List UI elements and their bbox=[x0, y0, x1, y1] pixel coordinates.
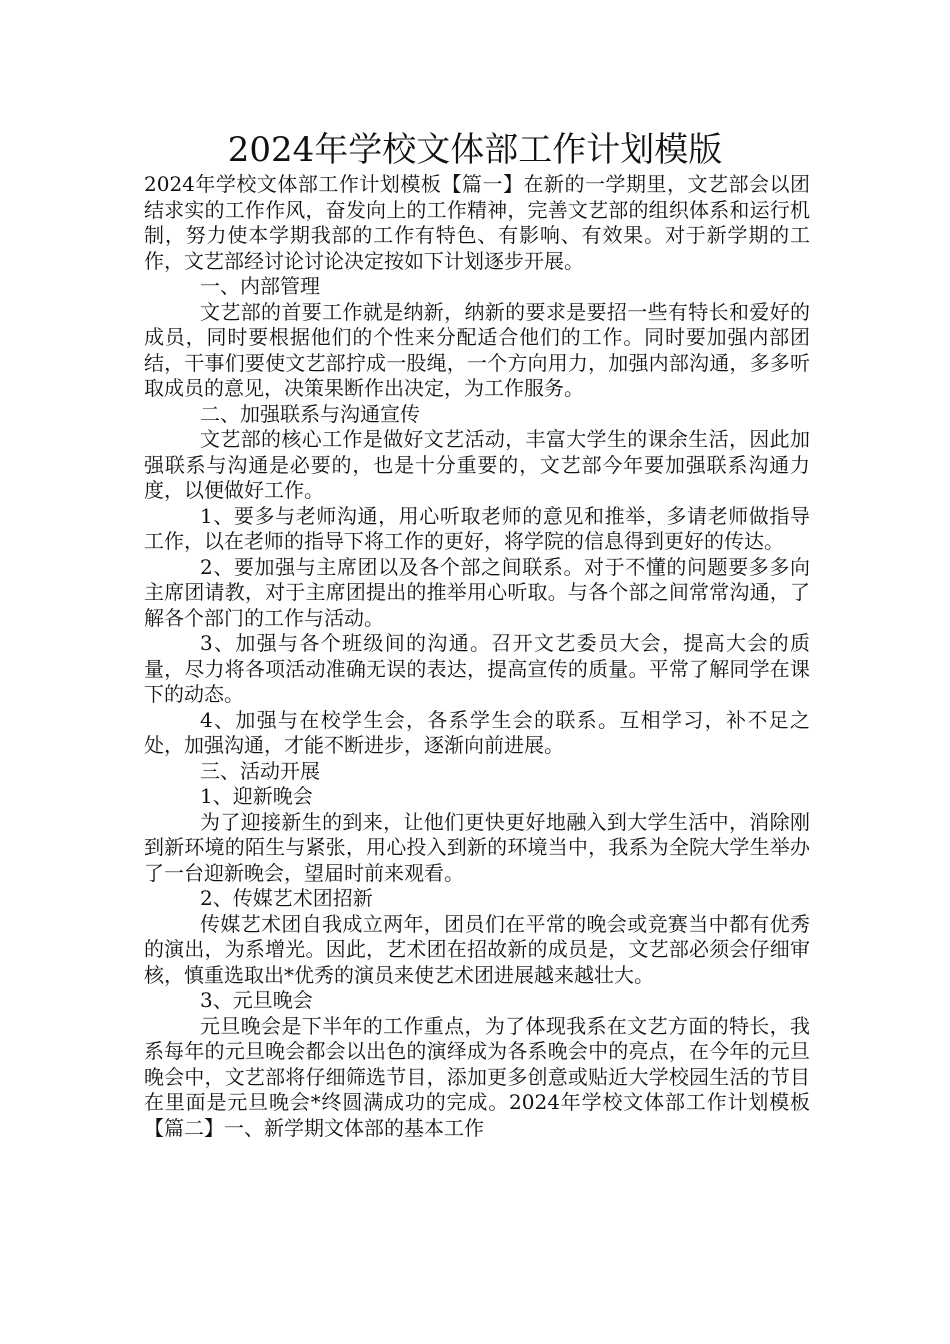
paragraph: 一、内部管理 bbox=[200, 274, 320, 298]
paragraph: 二、加强联系与沟通宣传 bbox=[200, 401, 420, 426]
paragraph: 3、加强与各个班级间的沟通。召开文艺委员大会，提高大会的质量，尽力将各项活动准确无误的表达，提高宣传的质量。平常了解同学在课下的动态。 bbox=[144, 631, 810, 706]
paragraph: 2024年学校文体部工作计划模板【篇一】在新的一学期里，文艺部会以团结求实的工作作风，奋发向上的工作精神，完善文艺部的组织体系和运行机制，努力使本学期我部的工作有特色、有影响、有效果。对于新学期的工作，文艺部经讨论讨论决定按如下计划逐步开展。 bbox=[144, 172, 810, 273]
paragraph: 2、传媒艺术团招新 bbox=[200, 886, 373, 910]
paragraph: 元旦晚会是下半年的工作重点，为了体现我系在文艺方面的特长，我系每年的元旦晚会都会以出色的演绎成为各系晚会中的亮点，在今年的元旦晚会中，文艺部将仔细筛选节目，添加更多创意或贴近大学校园生活的节目在里面是元旦晚会*终圆满成功的完成。2024年学校文体部工作计划模板【篇二】一、新学期文体部的基本工作 bbox=[144, 1013, 810, 1140]
paragraph: 三、活动开展 bbox=[200, 758, 320, 783]
paragraph: 为了迎接新生的到来，让他们更快更好地融入到大学生活中，消除刚到新环境的陌生与紧张，用心投入到新的环境当中，我系为全院大学生举办了一台迎新晚会，望届时前来观看。 bbox=[144, 809, 810, 885]
paragraph: 1、迎新晚会 bbox=[200, 784, 313, 808]
document-title: 2024年学校文体部工作计划模版 bbox=[227, 130, 723, 170]
paragraph: 文艺部的首要工作就是纳新，纳新的要求是要招一些有特长和爱好的成员，同时要根据他们的个性来分配适合他们的工作。同时要加强内部团结，干事们要使文艺部拧成一股绳，一个方向用力，加强内部沟通，多多听取成员的意见，决策果断作出决定，为工作服务。 bbox=[144, 299, 810, 400]
paragraph: 2、要加强与主席团以及各个部之间联系。对于不懂的问题要多多向主席团请教，对于主席团提出的推举用心听取。与各个部之间常常沟通，了解各个部门的工作与活动。 bbox=[144, 554, 810, 630]
paragraph: 文艺部的核心工作是做好文艺活动，丰富大学生的课余生活，因此加强联系与沟通是必要的，也是十分重要的，文艺部今年要加强联系沟通力度，以便做好工作。 bbox=[144, 427, 810, 502]
paragraph: 4、加强与在校学生会，各系学生会的联系。互相学习，补不足之处，加强沟通，才能不断进步，逐渐向前进展。 bbox=[144, 707, 810, 757]
document-body bbox=[144, 172, 810, 1141]
paragraph: 1、要多与老师沟通，用心听取老师的意见和推举，多请老师做指导工作，以在老师的指导下将工作的更好，将学院的信息得到更好的传达。 bbox=[144, 503, 810, 553]
paragraph: 3、元旦晚会 bbox=[200, 988, 313, 1012]
paragraph: 传媒艺术团自我成立两年，团员们在平常的晚会或竞赛当中都有优秀的演出，为系增光。因此，艺术团在招故新的成员是，文艺部必须会仔细审核，慎重选取出*优秀的演员来使艺术团进展越来越壮大。 bbox=[144, 911, 810, 987]
